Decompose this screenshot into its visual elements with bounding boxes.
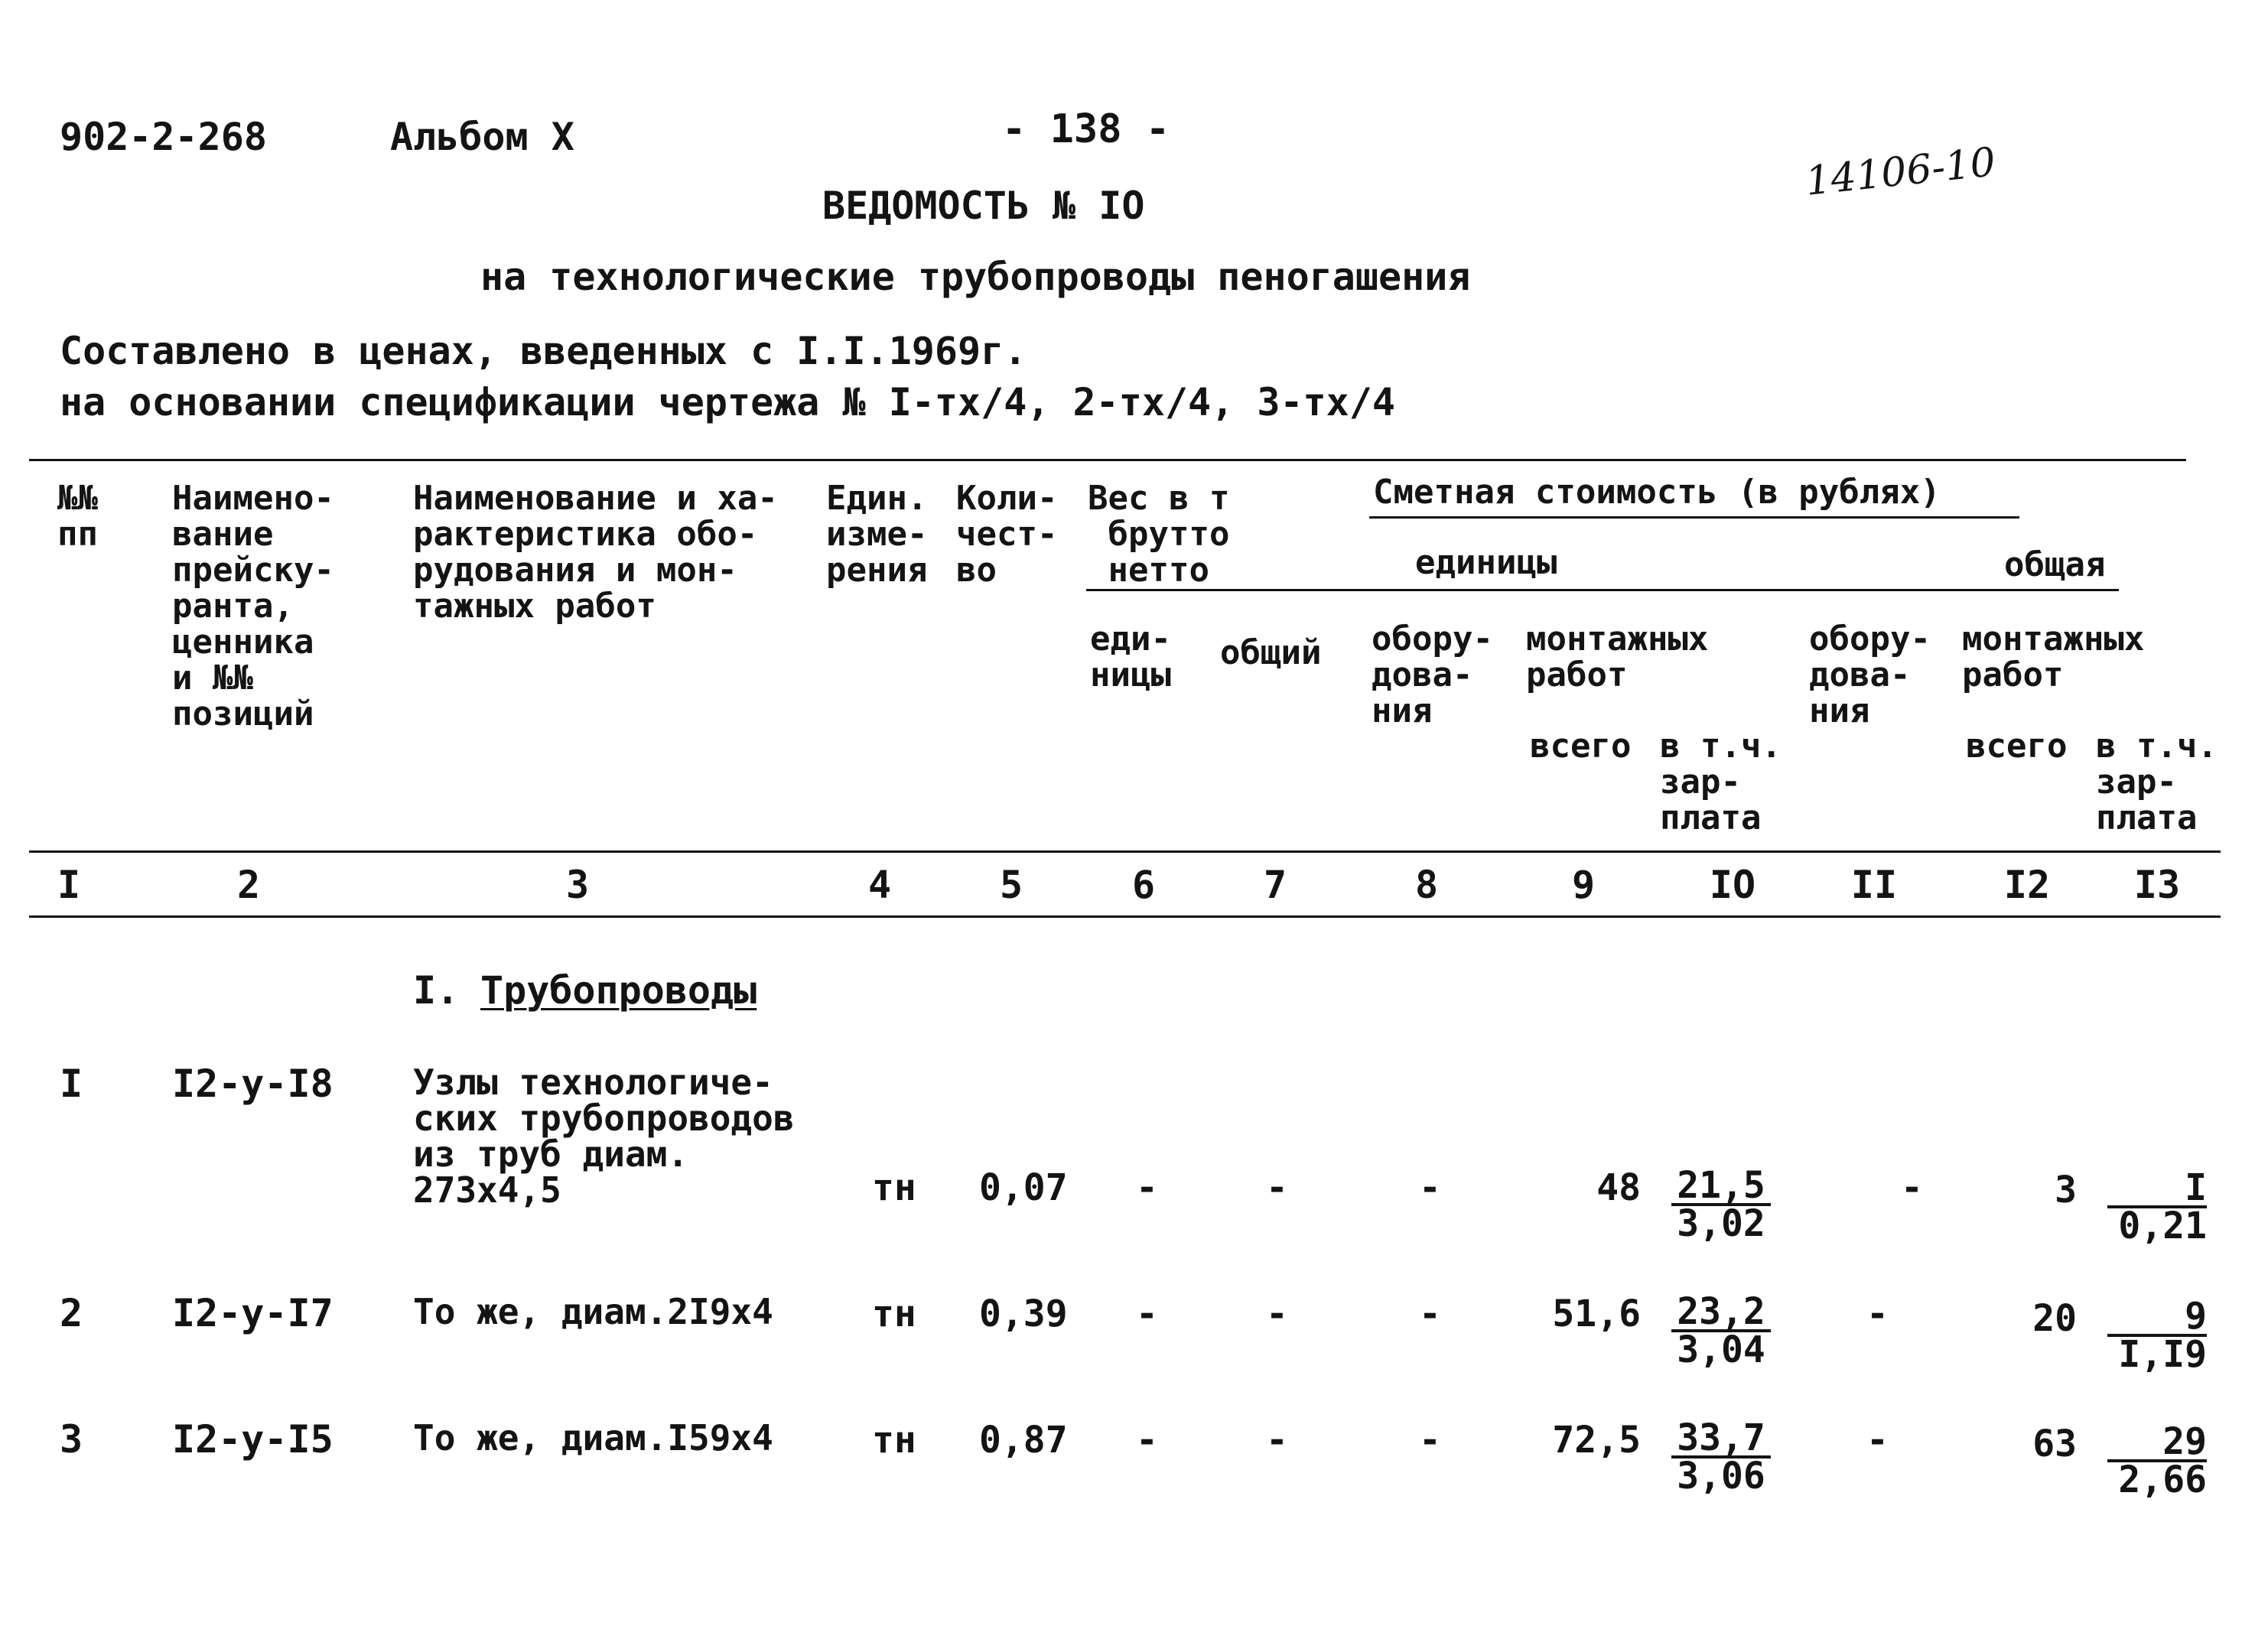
row-unit: тн	[872, 1166, 916, 1209]
column-number-12: I2	[2003, 863, 2051, 907]
header-installation-per-unit: монтажных работ	[1526, 620, 1709, 694]
column-number-bottom-rule	[29, 915, 2221, 918]
row-equipment-total: -	[1901, 1166, 1923, 1209]
header-equipment-total: обору- дова- ния	[1809, 620, 1931, 730]
row-quantity: 0,87	[979, 1419, 1068, 1462]
wage-total-share: 2,66	[2118, 1459, 2207, 1501]
row-number: 3	[60, 1417, 83, 1462]
header-pricelist: Наимено- вание прейску- ранта, ценника и №№ позиций	[172, 479, 334, 733]
header-weight: Вес в т брутто нетто	[1088, 479, 1230, 590]
column-number-7: 7	[1263, 863, 1287, 907]
header-weight-total: общий	[1220, 633, 1322, 672]
row-pricelist-code: I2-у-I8	[172, 1062, 334, 1106]
wage-per-unit-share: 3,02	[1677, 1202, 1765, 1245]
row-description: То же, диам.I59x4	[413, 1417, 773, 1459]
column-number-13: I3	[2133, 863, 2181, 907]
column-number-8: 8	[1414, 863, 1439, 907]
row-wage-per-unit	[1671, 1164, 1771, 1245]
row-number: I	[60, 1062, 83, 1106]
header-unit: Един. изме- рения	[826, 479, 928, 590]
album-label: Альбом X	[390, 115, 574, 159]
wage-per-unit-share: 3,04	[1677, 1328, 1765, 1371]
row-installation-total: 63	[2032, 1423, 2077, 1465]
wage-per-unit-value: 23,2	[1671, 1294, 1771, 1332]
row-wage-per-unit	[1671, 1290, 1771, 1371]
row-description: То же, диам.2I9x4	[413, 1291, 773, 1332]
document-title: ВЕДОМОСТЬ № IO	[822, 184, 1145, 228]
header-equipment-per-unit: обору- дова- ния	[1372, 620, 1493, 730]
column-number-6: 6	[1131, 863, 1156, 907]
row-installation-per-unit: 51,6	[1552, 1293, 1641, 1335]
price-basis-line: Составлено в ценах, введенных с I.I.1969г.	[60, 329, 1027, 373]
row-wage-total	[2107, 1420, 2207, 1501]
section-title: Трубопроводы	[480, 968, 757, 1013]
header-total: общая	[2004, 545, 2106, 584]
row-weight-total: -	[1266, 1419, 1288, 1462]
column-number-11: II	[1850, 863, 1898, 907]
wage-total-value: I	[2107, 1170, 2207, 1208]
column-number-10: IO	[1709, 863, 1756, 907]
header-bottom-rule	[29, 850, 2221, 853]
column-number-9: 9	[1571, 863, 1596, 907]
row-weight-per-unit: -	[1136, 1419, 1158, 1462]
row-installation-total: 20	[2032, 1297, 2077, 1340]
row-installation-per-unit: 48	[1596, 1166, 1641, 1209]
row-equipment-per-unit: -	[1419, 1293, 1441, 1335]
wage-total-share: I,I9	[2118, 1333, 2207, 1376]
header-per-unit: единицы	[1415, 543, 1557, 582]
wage-total-share: 0,21	[2118, 1205, 2207, 1247]
row-weight-total: -	[1266, 1293, 1288, 1335]
header-wage-total: в т.ч. зар- плата	[2096, 727, 2218, 837]
header-all-per-unit: всего	[1530, 727, 1632, 766]
page-number: - 138 -	[1002, 106, 1170, 152]
header-wage-per-unit: в т.ч. зар- плата	[1660, 727, 1782, 837]
header-row-number: №№ пп	[57, 479, 98, 554]
row-wage-total	[2107, 1295, 2207, 1376]
row-quantity: 0,39	[979, 1293, 1068, 1335]
row-equipment-per-unit: -	[1419, 1166, 1441, 1209]
document-subtitle: на технологические трубопроводы пеногашения	[480, 255, 1471, 299]
column-number-2: 2	[236, 863, 261, 907]
row-quantity: 0,07	[979, 1166, 1068, 1209]
cost-header-underline	[1369, 516, 2019, 519]
total-header-underline	[2000, 589, 2119, 591]
header-description: Наименование и ха- рактеристика обо- рудования и мон- тажных работ	[413, 479, 778, 626]
column-number-4: 4	[867, 863, 892, 907]
row-number: 2	[60, 1291, 83, 1335]
column-number-1: I	[57, 863, 81, 907]
wage-per-unit-share: 3,06	[1677, 1455, 1765, 1498]
row-pricelist-code: I2-у-I7	[172, 1291, 334, 1335]
section-number: I.	[413, 968, 460, 1013]
header-installation-total: монтажных работ	[1962, 620, 2145, 694]
row-equipment-total: -	[1866, 1419, 1889, 1462]
row-wage-per-unit	[1671, 1416, 1771, 1498]
row-unit: тн	[872, 1419, 916, 1462]
header-quantity: Коли- чест- во	[956, 479, 1058, 590]
handwritten-number: 14106-10	[1803, 139, 1998, 205]
row-equipment-per-unit: -	[1419, 1419, 1441, 1462]
weight-cost-subheader-rule	[1086, 589, 2115, 591]
wage-per-unit-value: 33,7	[1671, 1420, 1771, 1459]
row-installation-per-unit: 72,5	[1552, 1419, 1641, 1462]
row-weight-per-unit: -	[1136, 1293, 1158, 1335]
column-number-3: 3	[565, 863, 590, 907]
row-installation-total: 3	[2055, 1169, 2077, 1211]
row-equipment-total: -	[1866, 1293, 1889, 1335]
wage-per-unit-value: 21,5	[1671, 1168, 1771, 1206]
table-top-rule	[29, 459, 2186, 461]
row-pricelist-code: I2-у-I5	[172, 1417, 334, 1462]
row-weight-per-unit: -	[1136, 1166, 1158, 1209]
row-weight-total: -	[1266, 1166, 1288, 1209]
wage-total-value: 9	[2107, 1299, 2207, 1337]
header-all-total: всего	[1966, 727, 2068, 766]
header-weight-per-unit: еди- ницы	[1090, 620, 1171, 694]
specification-basis-line: на основании спецификации чертежа № I-тх/4, 2-тх/4, 3-тх/4	[60, 380, 1395, 424]
document-code: 902-2-268	[60, 115, 267, 159]
row-unit: тн	[872, 1293, 916, 1335]
column-number-5: 5	[999, 863, 1023, 907]
row-description: Узлы технологиче- ских трубопроводов из труб диам. 273x4,5	[413, 1062, 795, 1211]
row-wage-total	[2107, 1166, 2207, 1247]
header-estimated-cost: Сметная стоимость (в рублях)	[1373, 473, 1941, 512]
wage-total-value: 29	[2107, 1424, 2207, 1462]
